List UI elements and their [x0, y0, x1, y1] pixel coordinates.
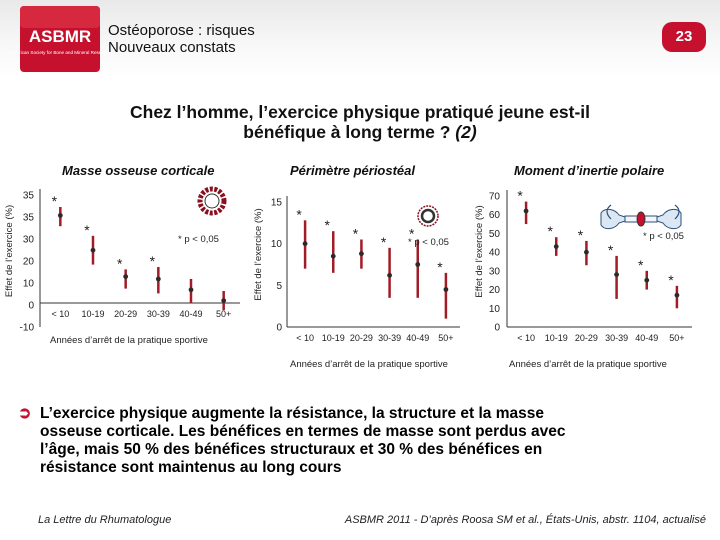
slide-number-badge: 23	[662, 22, 706, 52]
arrow-bullet-icon: ➲	[18, 405, 32, 422]
chart1-x-axis-title: Années d’arrêt de la pratique sportive	[50, 335, 208, 346]
chart1-significance-star: *	[116, 255, 123, 272]
chart1-y-tick-label: 0	[28, 300, 34, 312]
bone-inner-ring	[422, 210, 434, 222]
chart1-x-tick-label: 30-39	[146, 309, 170, 319]
logo-subtitle: American Society for Bone and Mineral Research	[9, 50, 111, 55]
chart2-x-tick-label: 40-49	[406, 333, 430, 343]
asbmr-logo	[9, 6, 111, 72]
chart3-x-axis-title: Années d’arrêt de la pratique sportive	[509, 359, 667, 370]
chart1-data-point	[58, 213, 63, 218]
torsion-bone-icon	[601, 205, 681, 229]
chart1-significance-star: *	[51, 193, 58, 209]
chart3-x-tick-label: < 10	[517, 333, 535, 343]
bone-cross-section-icon	[200, 189, 224, 213]
chart2-data-point	[387, 273, 392, 278]
chart1-y-tick-label: 10	[22, 278, 34, 290]
chart2-x-tick-label: 30-39	[378, 333, 402, 343]
chart1-data-point	[221, 298, 226, 303]
chart3-x-tick-label: 20-29	[574, 333, 598, 343]
chart2-data-point	[359, 251, 364, 256]
chart1-data-point	[91, 248, 96, 253]
chart3-y-tick-label: 40	[488, 247, 500, 259]
chart2-data-point	[303, 241, 308, 246]
chart2-significance-star: *	[324, 217, 330, 234]
chart2-p-value-annotation: * p < 0,05	[408, 237, 449, 248]
chart3-significance-star: *	[638, 256, 644, 273]
chart3-significance-star: *	[547, 223, 553, 240]
chart1-y-tick-label: 35	[22, 190, 34, 202]
chart2-x-axis-title: Années d’arrêt de la pratique sportive	[290, 359, 448, 370]
chart1-data-point	[156, 277, 161, 282]
chart3-y-tick-label: 0	[494, 322, 500, 334]
chart1-x-tick-label: < 10	[51, 309, 70, 319]
conclusion-line3: l’âge, mais 50 % des bénéfices structuraux et 30 % des bénéfices en	[40, 441, 543, 458]
chart3-significance-star: *	[577, 226, 584, 243]
footer-journal: La Lettre du Rhumatologue	[38, 514, 172, 526]
chart1-x-tick-label: 40-49	[179, 309, 203, 319]
chart2-x-tick-label: 20-29	[349, 333, 373, 343]
chart3-data-point	[554, 244, 559, 249]
chart3-x-tick-label: 40-49	[635, 333, 659, 343]
bone-section-marker	[637, 212, 645, 226]
slide-title-line2-main: bénéfique à long terme ?	[243, 122, 451, 142]
chart1-p-value-annotation: * p < 0,05	[178, 234, 219, 245]
chart3-significance-star: *	[668, 271, 674, 288]
chart2-significance-star: *	[437, 258, 443, 275]
chart1-x-tick-label: 10-19	[81, 309, 105, 319]
chart3-data-point	[584, 250, 589, 255]
chart1-data-point	[123, 274, 128, 279]
chart3-data-point	[524, 209, 529, 214]
chart3-x-tick-label: 30-39	[605, 333, 629, 343]
chart3-x-tick-label: 10-19	[544, 333, 568, 343]
bone-ring-icon	[418, 206, 438, 226]
conclusion-text	[40, 405, 700, 477]
chart2-significance-star: *	[352, 225, 359, 242]
chart2-data-point	[444, 287, 449, 292]
chart2-y-tick-label: 0	[276, 322, 282, 334]
chart1-significance-star: *	[84, 221, 90, 238]
chart3-data-point	[614, 272, 619, 277]
chart3-y-axis-title: Effet de l’exercice (%)	[474, 205, 485, 298]
chart1-y-tick-label: -10	[19, 322, 34, 334]
chart1-significance-star: *	[149, 253, 156, 269]
bone-right-end	[657, 209, 681, 228]
chart3-y-tick-label: 70	[488, 191, 500, 203]
chart2-y-tick-label: 15	[270, 197, 282, 209]
logo-text: ASBMR	[28, 27, 92, 46]
chart1-title: Masse osseuse corticale	[62, 163, 215, 178]
footer-reference: ASBMR 2011 - D’après Roosa SM et al., États-Unis, abstr. 1104, actualisé	[344, 514, 706, 526]
chart3-y-tick-label: 60	[488, 210, 500, 222]
chart2-significance-star: *	[380, 233, 387, 250]
chart1-y-tick-label: 20	[22, 256, 34, 268]
chart2-x-tick-label: 10-19	[321, 333, 345, 343]
slide-title-line1: Chez l’homme, l’exercice physique pratiqué jeune est-il	[130, 102, 590, 122]
chart3-data-point	[675, 293, 680, 298]
chart2-data-point	[331, 254, 336, 259]
header-title-line2: Nouveaux constats	[108, 39, 236, 56]
chart2-title: Périmètre périostéal	[290, 163, 416, 178]
slide-title	[40, 102, 680, 142]
slide-title-line2	[40, 122, 680, 142]
chart3-significance-star: *	[517, 187, 523, 204]
chart2-x-tick-label: < 10	[296, 333, 314, 343]
charts-area	[0, 175, 720, 385]
chart3-y-tick-label: 10	[488, 303, 500, 315]
conclusion-line2: osseuse corticale. Les bénéfices en termes de masse sont perdus avec	[40, 423, 566, 440]
header-title-line1: Ostéoporose : risques	[108, 22, 255, 39]
chart3-y-tick-label: 30	[488, 266, 500, 278]
chart1-y-tick-label: 30	[22, 234, 34, 246]
chart2-data-point	[415, 262, 420, 267]
chart2-x-tick-label: 50+	[438, 333, 454, 343]
slide-title-paren: (2)	[455, 122, 477, 142]
chart1-data-point	[189, 287, 194, 292]
chart2-y-tick-label: 5	[276, 280, 282, 292]
bone-left-end	[601, 209, 625, 228]
chart3-p-value-annotation: * p < 0,05	[643, 231, 684, 242]
chart3-y-tick-label: 20	[488, 285, 500, 297]
chart1-y-axis-title: Effet de l’exercice (%)	[4, 204, 15, 298]
header-title	[108, 22, 255, 56]
conclusion-line1: L’exercice physique augmente la résistance, la structure et la masse	[40, 405, 544, 422]
chart1-x-tick-label: 50+	[216, 309, 232, 319]
chart2-significance-star: *	[409, 225, 415, 242]
bone-inner-ring	[205, 194, 219, 208]
conclusion-line4: résistance sont maintenus au long cours	[40, 459, 342, 476]
chart3-data-point	[644, 278, 649, 283]
chart3-title: Moment d’inertie polaire	[514, 163, 665, 178]
chart2-y-axis-title: Effet de l’exercice (%)	[253, 208, 264, 301]
chart2-significance-star: *	[296, 206, 302, 223]
chart3-significance-star: *	[607, 241, 614, 258]
slide-header	[0, 0, 720, 78]
chart1-x-tick-label: 20-29	[114, 309, 138, 319]
chart3-x-tick-label: 50+	[669, 333, 685, 343]
chart3-y-tick-label: 50	[488, 228, 500, 240]
chart1-y-tick-label: 35	[22, 212, 34, 224]
chart2-y-tick-label: 10	[270, 239, 282, 251]
